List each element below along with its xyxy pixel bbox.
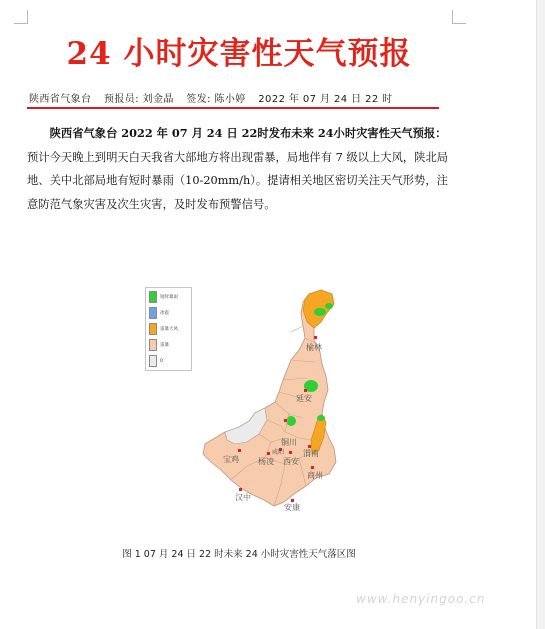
header-divider xyxy=(27,107,439,109)
city-label-baoji: 宝鸡 xyxy=(223,455,239,464)
legend-item-thunder-wind xyxy=(149,322,178,336)
page-corner-mark-top-left xyxy=(14,10,28,24)
signer-name: 签发: 陈小婷 xyxy=(186,94,246,105)
legend-item-heavy-rain xyxy=(149,290,178,304)
map-caption: 图 1 07 月 24 日 22 时未来 24 小时灾害性天气落区图 xyxy=(122,549,356,560)
legend-item-thunderstorm xyxy=(149,338,169,352)
heavy-rain-spot xyxy=(314,308,326,316)
city-label-yulin: 榆林 xyxy=(306,343,322,352)
forecast-paragraph xyxy=(27,122,451,216)
forecast-body xyxy=(27,122,451,216)
legend-label: 雷暴 xyxy=(160,343,169,348)
city-label-tongchuan: 铜川 xyxy=(281,438,297,447)
legend-label: 0 xyxy=(160,358,163,364)
legend-swatch xyxy=(149,339,157,351)
issuer-name: 陕西省气象台 xyxy=(29,94,92,105)
legend-swatch xyxy=(149,291,157,303)
legend-label: 雷暴大风 xyxy=(160,327,178,332)
city-label-xian: 西安 xyxy=(283,457,299,466)
issue-date: 2022 年 07 月 24 日 22 时 xyxy=(258,94,393,105)
heavy-rain-spot xyxy=(317,415,325,421)
legend-swatch xyxy=(149,355,157,367)
heavy-rain-spot xyxy=(325,303,333,309)
city-label-yangling: 杨凌 xyxy=(258,457,274,466)
legend-label: 冰雹 xyxy=(160,311,169,316)
forecast-lead: 陕西省气象台 2022 年 07 月 24 日 22时发布未来 24小时灾害性天气预报： xyxy=(49,126,447,140)
city-label-shangzhou: 商州 xyxy=(307,471,323,480)
city-label-xianyang: 咸阳 xyxy=(272,449,285,456)
page-corner-mark-top-right xyxy=(452,10,466,24)
legend-swatch xyxy=(149,323,157,335)
forecast-text: 预计今天晚上到明天白天我省大部地方将出现雷暴，局地伴有 7 级以上大风，陕北局地、关中北部局地有短时暴雨（10-20mm/h）。提请相关地区密切关注天气形势，注意防范气象灾害及次生灾害，及时发布预警信号。 xyxy=(27,150,449,211)
shaanxi-weather-map xyxy=(195,288,355,520)
forecaster-name: 预报员: 刘金晶 xyxy=(104,94,174,105)
city-label-hanzhong: 汉中 xyxy=(235,493,251,502)
legend-item-none xyxy=(149,354,163,368)
issuer-info-line xyxy=(29,90,402,105)
city-label-yanan: 延安 xyxy=(296,394,312,403)
document-title: 24 小时灾害性天气预报 xyxy=(66,36,412,72)
city-label-ankang: 安康 xyxy=(284,503,300,512)
city-label-weinan: 渭南 xyxy=(303,449,319,458)
legend-swatch xyxy=(149,307,157,319)
legend-label: 短时暴雨 xyxy=(160,295,178,300)
scrollbar[interactable] xyxy=(536,0,545,629)
watermark: www.henyingoo.cn xyxy=(356,592,486,606)
legend-item-hail xyxy=(149,306,169,320)
map-legend xyxy=(145,287,192,371)
